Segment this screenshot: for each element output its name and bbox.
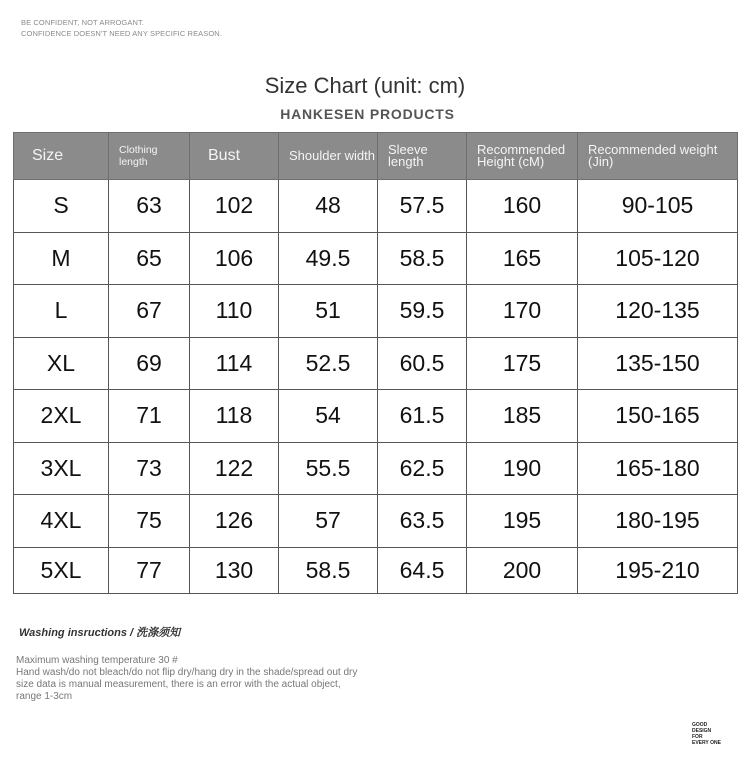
cell-clothing-length: 73	[109, 442, 190, 495]
cell-height: 195	[467, 495, 578, 548]
cell-sleeve-length: 60.5	[378, 337, 467, 390]
header-sleeve-length: Sleeve length	[378, 133, 467, 180]
cell-weight: 180-195	[578, 495, 738, 548]
cell-height: 170	[467, 285, 578, 338]
cell-clothing-length: 71	[109, 390, 190, 443]
cell-bust: 118	[190, 390, 279, 443]
cell-height: 175	[467, 337, 578, 390]
cell-bust: 106	[190, 232, 279, 285]
table-row	[14, 547, 738, 593]
cell-clothing-length: 77	[109, 547, 190, 593]
header-recommended-height: Recommended Height (cM)	[467, 133, 578, 180]
cell-size: L	[14, 285, 109, 338]
logo-line-4: EVERY ONE	[692, 740, 721, 746]
tagline-line-2: CONFIDENCE DOESN'T NEED ANY SPECIFIC REASON.	[21, 29, 223, 38]
washing-line-1: Maximum washing temperature 30 #	[16, 655, 178, 666]
cell-shoulder-width: 51	[279, 285, 378, 338]
table-row	[14, 390, 738, 443]
cell-bust: 126	[190, 495, 279, 548]
cell-clothing-length: 63	[109, 180, 190, 233]
chart-title: Size Chart (unit: cm)	[264, 73, 466, 98]
cell-bust: 110	[190, 285, 279, 338]
cell-height: 200	[467, 547, 578, 593]
cell-weight: 165-180	[578, 442, 738, 495]
cell-height: 190	[467, 442, 578, 495]
header-clothing-length: Clothing length	[109, 133, 190, 180]
cell-clothing-length: 75	[109, 495, 190, 548]
header-bust: Bust	[190, 133, 279, 180]
cell-sleeve-length: 59.5	[378, 285, 467, 338]
cell-height: 165	[467, 232, 578, 285]
cell-bust: 114	[190, 337, 279, 390]
size-table	[13, 132, 738, 594]
good-design-logo	[692, 722, 721, 746]
washing-line-2: Hand wash/do not bleach/do not flip dry/hang dry in the shade/spread out dry	[16, 667, 358, 678]
washing-instructions-body	[16, 655, 406, 703]
header-shoulder-width: Shoulder width	[279, 133, 378, 180]
cell-weight: 150-165	[578, 390, 738, 443]
cell-weight: 195-210	[578, 547, 738, 593]
cell-size: 4XL	[14, 495, 109, 548]
cell-weight: 135-150	[578, 337, 738, 390]
cell-size: 2XL	[14, 390, 109, 443]
cell-shoulder-width: 58.5	[279, 547, 378, 593]
cell-weight: 90-105	[578, 180, 738, 233]
tagline	[21, 17, 222, 39]
cell-clothing-length: 67	[109, 285, 190, 338]
header-recommended-weight: Recommended weight (Jin)	[578, 133, 738, 180]
cell-height: 160	[467, 180, 578, 233]
cell-height: 185	[467, 390, 578, 443]
cell-shoulder-width: 48	[279, 180, 378, 233]
cell-clothing-length: 65	[109, 232, 190, 285]
cell-shoulder-width: 52.5	[279, 337, 378, 390]
cell-bust: 122	[190, 442, 279, 495]
cell-sleeve-length: 62.5	[378, 442, 467, 495]
cell-shoulder-width: 49.5	[279, 232, 378, 285]
table-row	[14, 285, 738, 338]
logo-line-1: GOOD	[692, 722, 708, 728]
table-header-row	[14, 133, 738, 180]
washing-instructions-title: Washing insructions / 洗涤须知	[19, 627, 181, 639]
cell-shoulder-width: 57	[279, 495, 378, 548]
cell-shoulder-width: 54	[279, 390, 378, 443]
cell-sleeve-length: 63.5	[378, 495, 467, 548]
brand-name: HANKESEN PRODUCTS	[280, 106, 455, 122]
cell-size: S	[14, 180, 109, 233]
cell-size: M	[14, 232, 109, 285]
table-row	[14, 337, 738, 390]
table-row	[14, 442, 738, 495]
cell-size: 5XL	[14, 547, 109, 593]
cell-weight: 120-135	[578, 285, 738, 338]
washing-line-4: range 1-3cm	[16, 691, 73, 702]
table-row	[14, 180, 738, 233]
cell-sleeve-length: 64.5	[378, 547, 467, 593]
cell-sleeve-length: 61.5	[378, 390, 467, 443]
cell-shoulder-width: 55.5	[279, 442, 378, 495]
cell-bust: 102	[190, 180, 279, 233]
header-size: Size	[14, 133, 109, 180]
washing-line-3: size data is manual measurement, there is an error with the actual object,	[16, 679, 341, 690]
cell-size: 3XL	[14, 442, 109, 495]
table-row	[14, 232, 738, 285]
cell-sleeve-length: 58.5	[378, 232, 467, 285]
cell-size: XL	[14, 337, 109, 390]
cell-sleeve-length: 57.5	[378, 180, 467, 233]
cell-weight: 105-120	[578, 232, 738, 285]
cell-clothing-length: 69	[109, 337, 190, 390]
table-row	[14, 495, 738, 548]
logo-line-2: DESIGN	[692, 728, 712, 734]
tagline-line-1: BE CONFIDENT, NOT ARROGANT.	[21, 18, 144, 27]
cell-bust: 130	[190, 547, 279, 593]
logo-line-3: FOR	[692, 734, 703, 740]
